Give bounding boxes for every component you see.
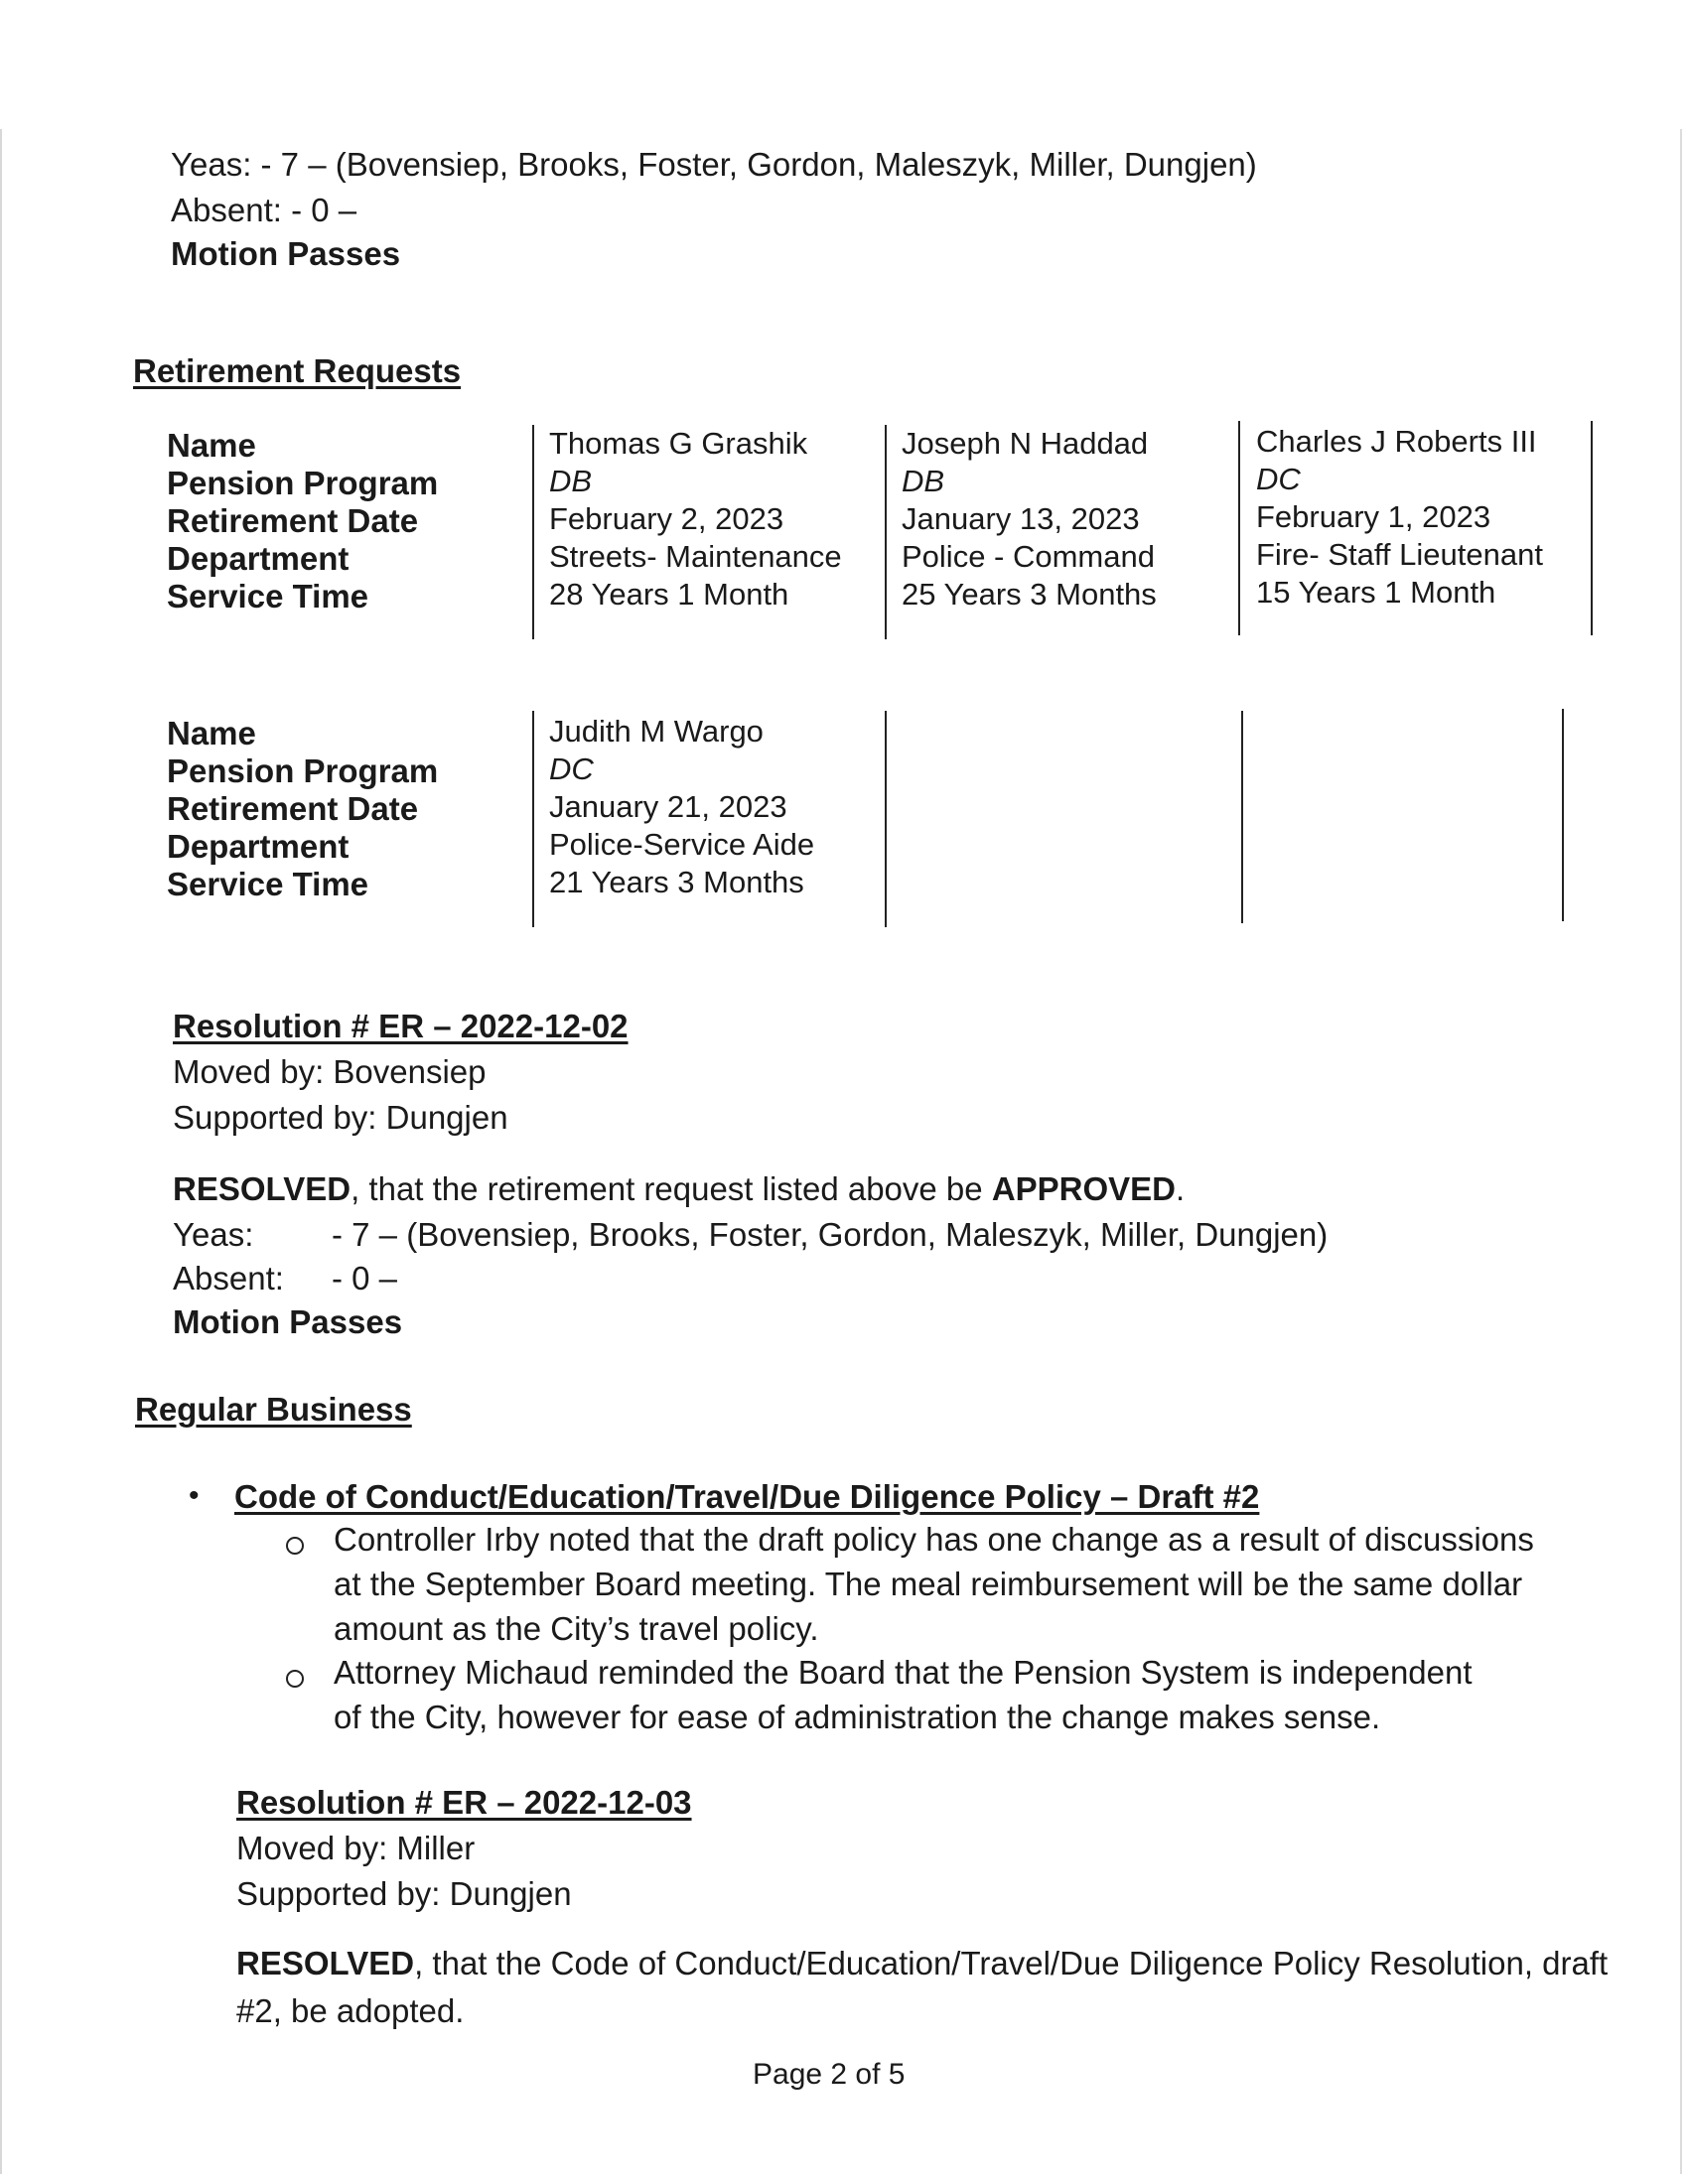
resolved-text: , that the Code of Conduct/Education/Travel/Due Diligence Policy Resolution, draft [414, 1945, 1609, 1981]
label-retirement-date: Retirement Date [167, 502, 419, 539]
label-pension-program: Pension Program [167, 465, 439, 501]
retiree-program: DB [902, 464, 945, 498]
resolution-2-supported: Supported by: Dungjen [236, 1875, 572, 1912]
retiree-name: Charles J Roberts III [1256, 424, 1537, 459]
retiree-department: Streets- Maintenance [549, 539, 842, 574]
resolution-1-absent-label: Absent: [173, 1260, 284, 1297]
top-motion-result: Motion Passes [171, 235, 401, 272]
label-name: Name [167, 427, 256, 464]
retiree-date: February 2, 2023 [549, 501, 784, 536]
label-department: Department [167, 828, 350, 865]
label-service-time: Service Time [167, 866, 369, 902]
sub-item-1-line: Controller Irby noted that the draft policy has one change as a result of discussions [334, 1521, 1534, 1558]
resolution-1-yeas-label: Yeas: [173, 1216, 254, 1253]
resolved-keyword: RESOLVED [236, 1945, 415, 1981]
retiree-date: January 13, 2023 [902, 501, 1140, 536]
table-divider [532, 425, 534, 639]
resolution-1-absent-value: - 0 – [332, 1260, 398, 1297]
retiree-service: 25 Years 3 Months [902, 577, 1157, 612]
page-number: Page 2 of 5 [753, 2058, 906, 2091]
resolved-keyword: RESOLVED [173, 1170, 352, 1207]
label-department: Department [167, 540, 350, 577]
retiree-program: DB [549, 464, 593, 498]
resolution-1-moved: Moved by: Bovensiep [173, 1053, 487, 1090]
resolution-1-supported: Supported by: Dungjen [173, 1099, 508, 1136]
retirement-heading: Retirement Requests [133, 352, 462, 389]
sub-item-1-line: amount as the City’s travel policy. [334, 1610, 819, 1647]
retiree-name: Judith M Wargo [549, 714, 764, 749]
scan-edge-right [1680, 129, 1682, 2174]
retiree-service: 28 Years 1 Month [549, 577, 789, 612]
resolution-2-resolved [236, 1942, 1608, 1985]
retiree-date: February 1, 2023 [1256, 499, 1491, 534]
resolution-1-title: Resolution # ER – 2022-12-02 [173, 1008, 629, 1044]
sub-item-2-line: of the City, however for ease of administration the change makes sense. [334, 1699, 1381, 1735]
retiree-name: Thomas G Grashik [549, 426, 808, 461]
bullet-icon: • [189, 1479, 200, 1512]
table-divider [1241, 711, 1243, 923]
retiree-department: Fire- Staff Lieutenant [1256, 537, 1543, 572]
circle-bullet-icon [286, 1537, 304, 1555]
regular-business-heading: Regular Business [135, 1391, 412, 1428]
resolved-period: . [1176, 1170, 1186, 1207]
resolution-1-result: Motion Passes [173, 1303, 403, 1340]
top-yeas: Yeas: - 7 – (Bovensiep, Brooks, Foster, Gordon, Maleszyk, Miller, Dungjen) [171, 146, 1257, 183]
top-absent: Absent: - 0 – [171, 192, 357, 228]
resolved-text: , that the retirement request listed above be [351, 1170, 992, 1207]
retiree-service: 21 Years 3 Months [549, 865, 804, 899]
resolution-2-moved: Moved by: Miller [236, 1830, 476, 1866]
table-divider [532, 711, 534, 927]
sub-item-1-line: at the September Board meeting. The meal reimbursement will be the same dollar [334, 1566, 1523, 1602]
sub-item-2 [334, 1650, 1473, 1739]
resolution-1-yeas-value: - 7 – (Bovensiep, Brooks, Foster, Gordon, Maleszyk, Miller, Dungjen) [332, 1216, 1329, 1253]
table-divider [885, 425, 887, 639]
retiree-date: January 21, 2023 [549, 789, 787, 824]
label-service-time: Service Time [167, 578, 369, 614]
table-divider [885, 711, 887, 927]
resolution-2-title: Resolution # ER – 2022-12-03 [236, 1784, 692, 1821]
scan-edge-left [0, 129, 2, 2174]
label-name: Name [167, 715, 256, 751]
circle-bullet-icon [286, 1670, 304, 1688]
table-divider [1591, 421, 1593, 635]
sub-item-2-line: Attorney Michaud reminded the Board that the Pension System is independent [334, 1654, 1473, 1691]
table-divider [1562, 709, 1564, 921]
label-retirement-date: Retirement Date [167, 790, 419, 827]
retiree-service: 15 Years 1 Month [1256, 575, 1496, 610]
retiree-program: DC [549, 751, 594, 786]
policy-item-title: Code of Conduct/Education/Travel/Due Diligence Policy – Draft #2 [234, 1478, 1260, 1515]
table-divider [1238, 421, 1240, 635]
retiree-name: Joseph N Haddad [902, 426, 1149, 461]
approved-keyword: APPROVED [991, 1170, 1177, 1207]
label-pension-program: Pension Program [167, 752, 439, 789]
retiree-department: Police-Service Aide [549, 827, 815, 862]
sub-item-1 [334, 1517, 1534, 1651]
resolution-2-resolved-cont: #2, be adopted. [236, 1992, 465, 2029]
retiree-program: DC [1256, 462, 1301, 496]
resolution-1-resolved [173, 1167, 1185, 1211]
retiree-department: Police - Command [902, 539, 1155, 574]
